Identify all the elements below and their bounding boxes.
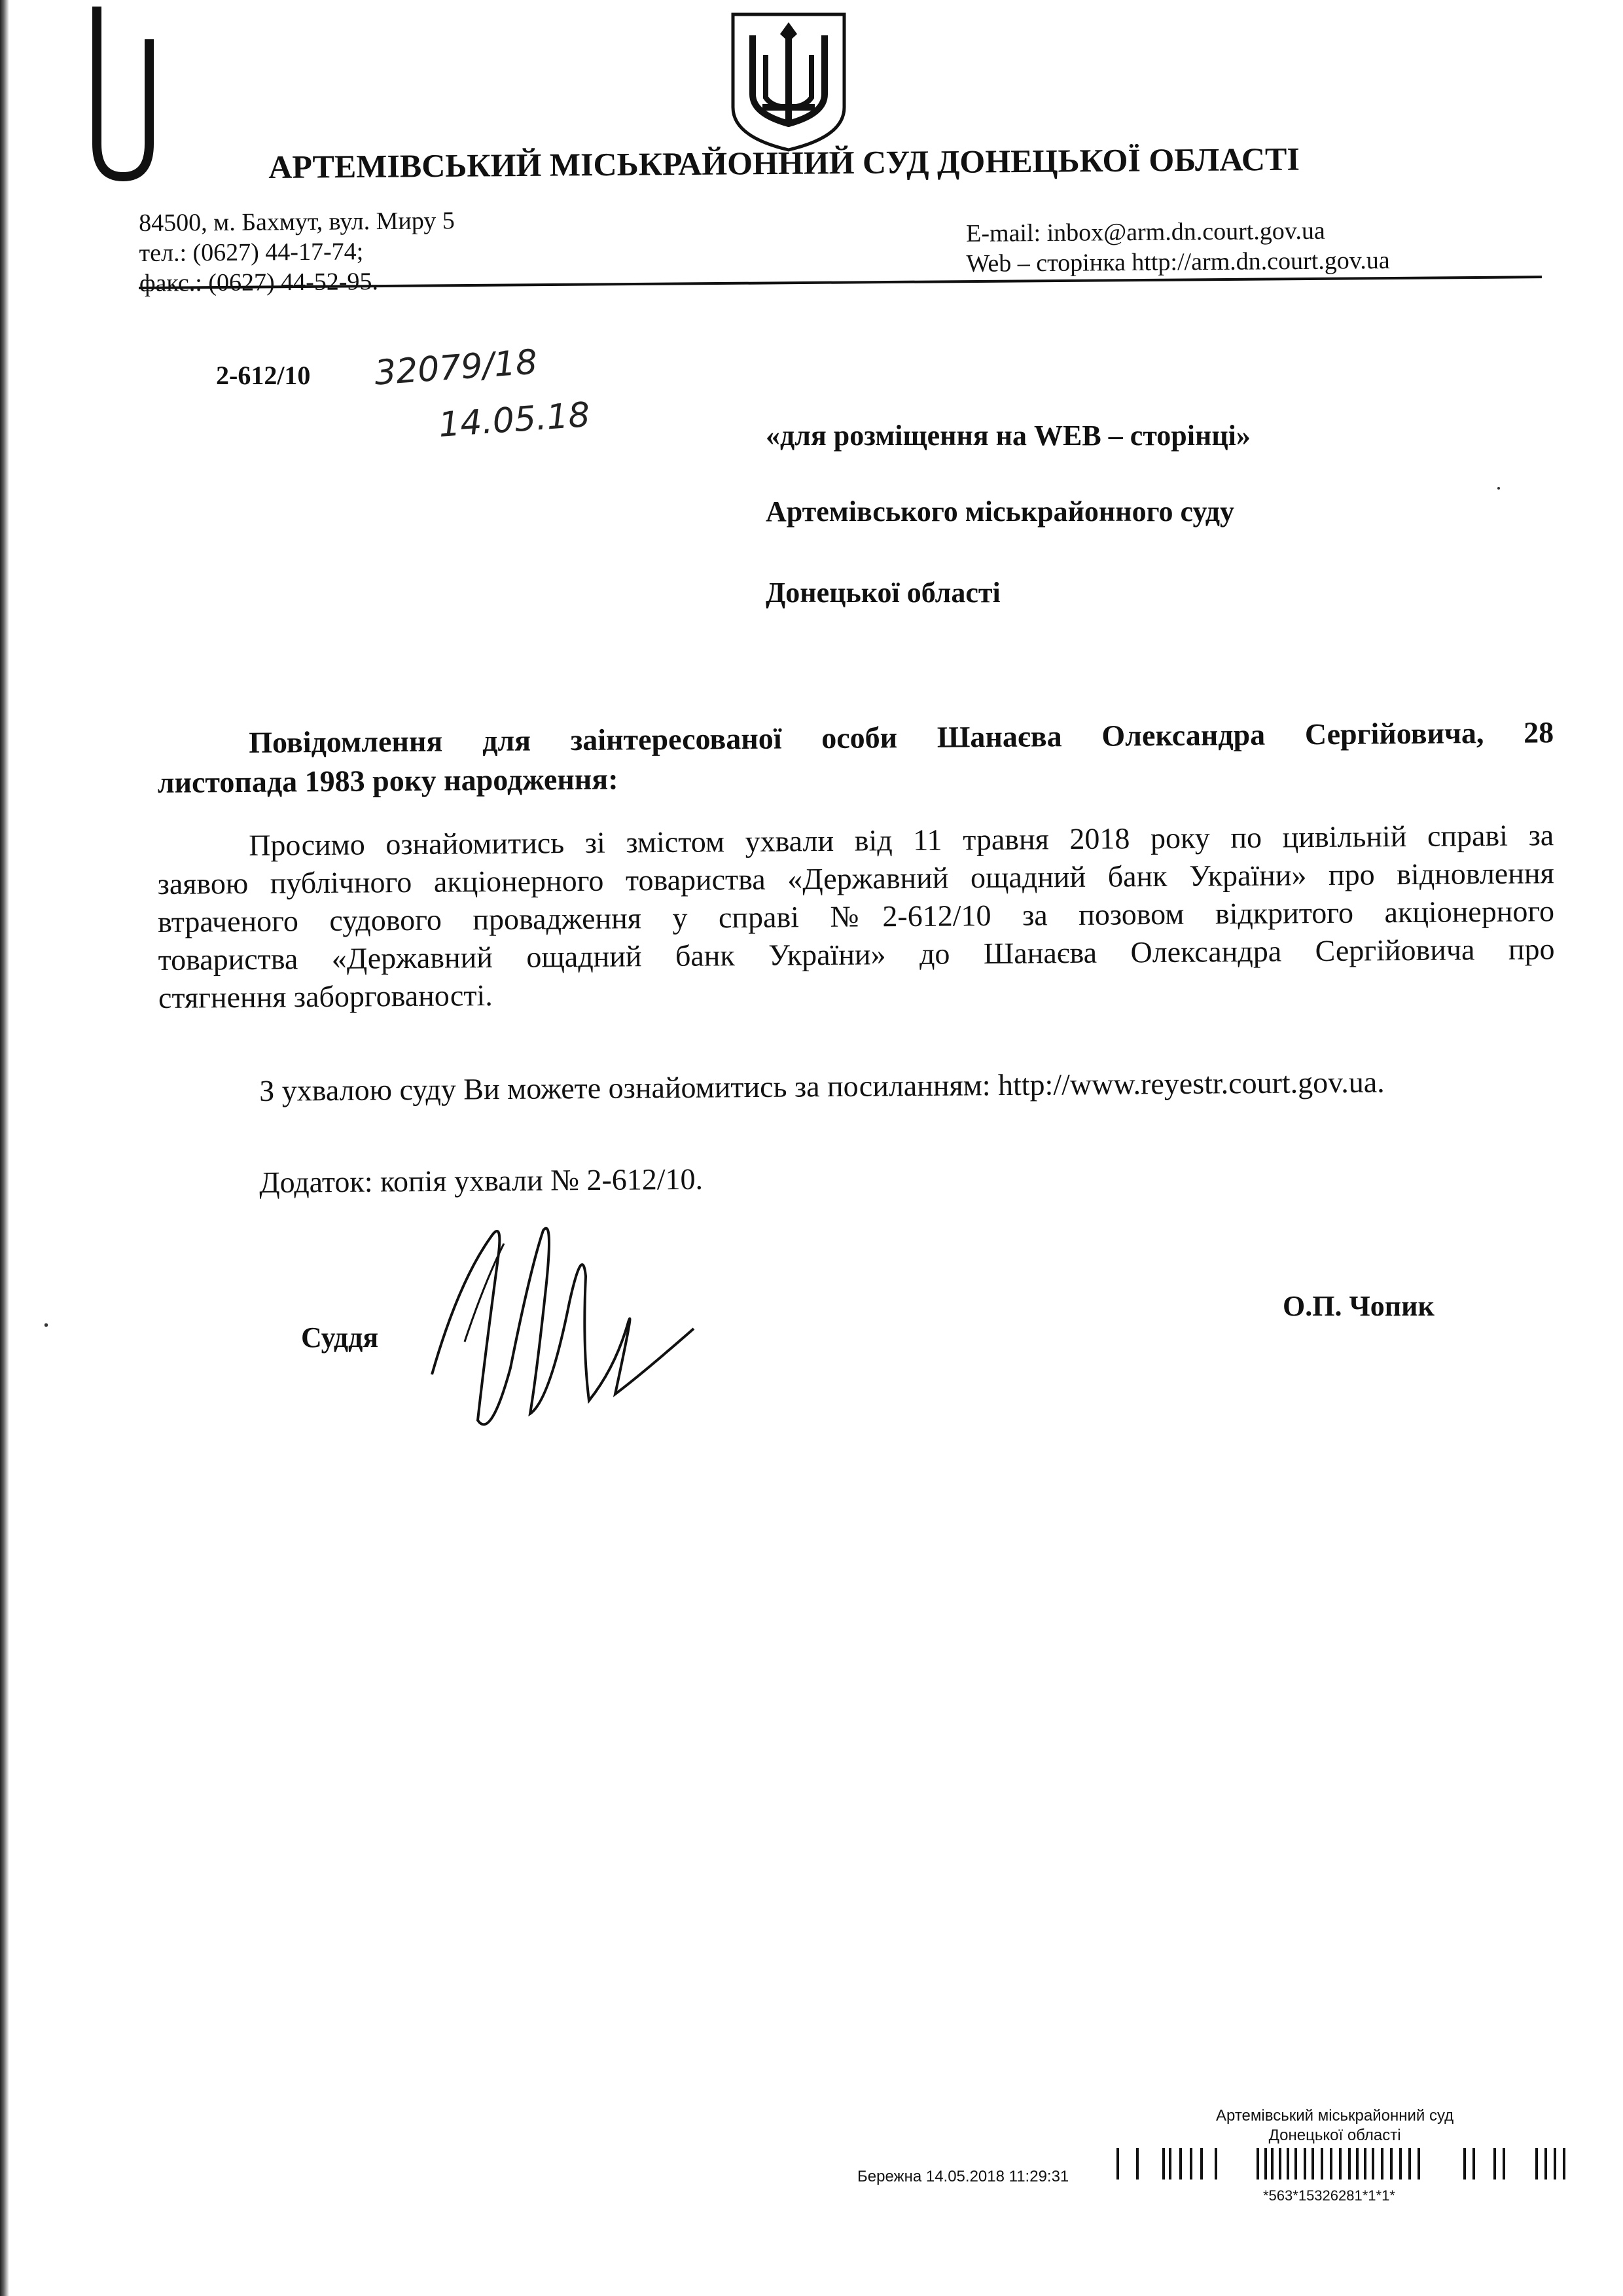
contact-right xyxy=(966,215,1390,279)
notice-heading-line-1: Повідомлення для заінтересованої особи Шанаєва Олександра Сергійовича, 28 xyxy=(249,715,1554,759)
stamp-court-line-2: Донецької області xyxy=(1268,2126,1401,2144)
barcode-icon xyxy=(1116,2148,1575,2187)
judge-name: О.П. Чопик xyxy=(1283,1290,1435,1322)
scan-speck xyxy=(1497,487,1500,490)
registrar-timestamp: Бережна 14.05.2018 11:29:31 xyxy=(857,2168,1069,2185)
handwritten-date: 14.05.18 xyxy=(437,395,592,446)
body-line: заявою публічного акціонерного товариства «Державний ощадний банк України» про відновлення xyxy=(157,856,1554,901)
trident-emblem-icon xyxy=(726,9,851,153)
addressee-line-3: Донецької області xyxy=(766,577,1001,609)
body-line: втраченого судового провадження у справі №2-612/10 за позовом відкритого акціонерного xyxy=(157,894,1555,939)
case-number: 2-612/10 xyxy=(216,361,311,390)
body-line: Просимо ознайомитись зі змістом ухвали від 11 травня 2018 року по цивільній справі за xyxy=(249,818,1554,862)
addressee-line-1: «для розміщення на WEB – сторінці» xyxy=(766,420,1251,452)
scan-speck xyxy=(45,1323,48,1327)
court-email: E-mail: inbox@arm.dn.court.gov.ua xyxy=(966,217,1325,247)
court-phone: тел.: (0627) 44-17-74; xyxy=(139,238,364,267)
attachment-note: Додаток: копія ухвали № 2-612/10. xyxy=(259,1162,704,1199)
registry-stamp-court xyxy=(1216,2106,1454,2145)
notice-heading-line-2: листопада 1983 року народження: xyxy=(157,762,618,799)
addressee-line-2: Артемівського міськрайонного суду xyxy=(766,495,1234,528)
court-fax: факс.: (0627) 44-52-95. xyxy=(139,268,379,297)
scan-edge xyxy=(0,0,9,2296)
notice-body xyxy=(157,816,1555,1017)
handwritten-registration-number: 32079/18 xyxy=(373,342,539,393)
judge-label: Суддя xyxy=(301,1321,379,1354)
stamp-court-line-1: Артемівський міськрайонний суд xyxy=(1216,2107,1454,2125)
notice-heading xyxy=(157,713,1554,802)
handwritten-signature xyxy=(419,1204,720,1446)
paperclip-icon xyxy=(84,0,156,190)
court-address: 84500, м. Бахмут, вул. Миру 5 xyxy=(139,207,455,237)
registry-link-text: З ухвалою суду Ви можете ознайомитись за посиланням: http://www.reyestr.court.gov.ua. xyxy=(259,1065,1385,1107)
barcode-number: *563*15326281*1*1* xyxy=(1263,2187,1395,2204)
court-name: АРТЕМІВСЬКИЙ МІСЬКРАЙОННИЙ СУД ДОНЕЦЬКОЇ ОБЛАСТІ xyxy=(268,140,1300,185)
body-line: товариства «Державний ощадний банк України» до Шанаєва Олександра Сергійовича про xyxy=(158,932,1555,977)
court-website: Web – сторінка http://arm.dn.court.gov.ua xyxy=(966,246,1390,278)
body-line: стягнення заборгованості. xyxy=(158,978,493,1014)
